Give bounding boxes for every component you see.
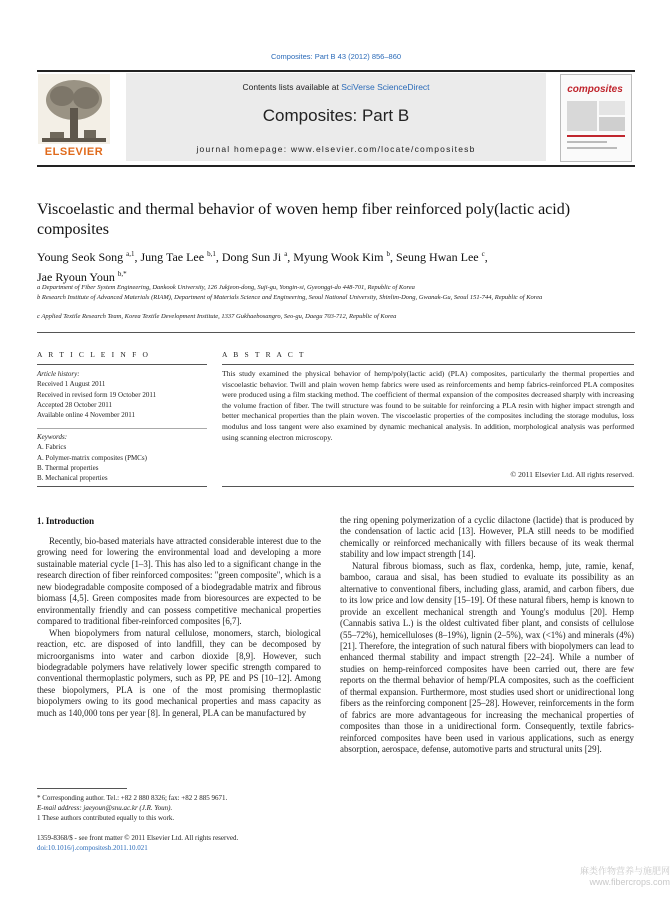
contents-line (126, 82, 546, 92)
abstract-copyright: © 2011 Elsevier Ltd. All rights reserved. (510, 470, 634, 479)
intro-paragraph: When biopolymers from natural cellulose, monomers, starch, biological reaction, etc. are disposed of into landfill, they can be decomposed by microorganisms into water and carbon dioxide [8,9]. However, such biodegradable polymers have relatively lower specific strength compared to conventional thermoplastic polymers, such as PP, PE and PS [10–12]. Among these biopolymers, PLA is one of the most promising thermoplastic biopolymers owing to its good mechanical properties and mass capacity as much as 140,000 tons per year [8]. In general, PLA can be manufactured by (37, 627, 321, 718)
sciencedirect-link[interactable]: SciVerse ScienceDirect (341, 82, 430, 92)
intro-paragraph: Natural fibrous biomass, such as flax, cordenka, hemp, jute, ramie, kenaf, bamboo, caraua and sisal, has been studied to evaluate its possibility as an alternative to conventional fibers, including glass, aramid, and carbon fibers, due to its low price and low density [15–19]. Of these natural fibers, hemp is known to provide an excellent mechanical strength and Young's modulus [20]. Hemp (Cannabis sativa L.) is the oldest cultivated fiber plant, and consists of cellulose (55–72%), hemicelluloses (8–19%), lignin (2–5%), wax (<1%) and minerals (4%) [21]. Therefore, the integration of such natural fibers with biopolymers can lead to enhanced thermal stability and impact strength [22–24]. While a number of studies on hemp-reinforced composites have been carried out, there are few reports on the thermal behavior of hemp/PLA composites, such as the coefficient of thermal expansion. Furthermore, most studies used short or unidirectional long fibers as the reinforcing component [25–28]. However, reinforcements in the form of fabrics are more advantageous for increasing the mechanical properties of composites than those in a unidirectional form. Consequently, textile fabrics-reinforced composites have been used in various applications, such as energy absorption, aerospace, defense, automotive parts and structural units [29]. (340, 560, 634, 755)
footnote-corresponding: * Corresponding author. Tel.: +82 2 880 8326; fax: +82 2 885 9671. (37, 794, 228, 802)
section-heading-introduction: 1. Introduction (37, 516, 95, 526)
issn-line: 1359-8368/$ - see front matter © 2011 Elsevier Ltd. All rights reserved. (37, 834, 239, 842)
keywords (37, 432, 207, 483)
affiliation-a: a Department of Fiber System Engineering, Dankook University, 126 Jukjeon-dong, Suji-gu, Yongin-si, Gyeonggi-do 448-701, Republic of Korea (37, 284, 415, 291)
intro-paragraph: Recently, bio-based materials have attracted considerable interest due to the growing need for lowering the environmental load and developing a more sustainable material cycle [1–3]. This has also led to a significant change in the research direction of fiber reinforced composites: "green composite", which is a new biodegradable composite composed of a biodegradable matrix and fibrous biomass [4,5]. Green composites made from bioresources are expected to be environmentally friendly and can possess competitive mechanical properties compared to traditional fiber-reinforced composites [6,7]. (37, 536, 321, 627)
keyword-item: B. Mechanical properties (37, 474, 108, 483)
publisher-name: ELSEVIER (44, 146, 104, 158)
authors-line-2[interactable]: Jae Ryoun Youn $^{b,*}$ (37, 270, 127, 284)
journal-homepage[interactable]: journal homepage: www.elsevier.com/locate/compositesb (196, 144, 476, 154)
journal-citation[interactable]: Composites: Part B 43 (2012) 856–860 (270, 52, 402, 61)
intro-right-column (340, 515, 634, 756)
intro-left-column (37, 536, 321, 719)
footnote-equal-contribution: 1 These authors contributed equally to this work. (37, 814, 175, 822)
keywords-label: Keywords: (37, 433, 68, 441)
abstract-text: This study examined the physical behavior of hemp/poly(lactic acid) (PLA) composites, particularly the thermal properties and viscoelastic behavior. Twill and plain woven hemp fabrics were used as reinforcements and hemp fabrics-reinforced PLA composites were produced using a film stacking method. The coefficient of thermal expansion of the composites decreased sharply with increasing the volume fraction of fiber. The twill structure was found to be suitable for reinforcing a PLA resin with higher impact strength and better mechanical properties than the plain woven. The viscoelastic properties of the composites including the storage modulus, loss modulus and loss tangent were also examined by dynamic mechanical analysis. In addition, morphological analysis was performed using scanning electron microscopy. (222, 369, 634, 442)
contents-prefix: Contents lists available at (242, 82, 342, 92)
keyword-item: B. Thermal properties (37, 463, 99, 472)
article-history (37, 369, 207, 420)
history-label: Article history: (37, 370, 80, 378)
authors-line-1[interactable]: Young Seok Song $^{a,1}$, Jung Tae Lee $^{b,1}$, Dong Sun Ji $^a$, Myung Wook Kim $^b$, Seung Hwan Lee $^c$, (37, 250, 488, 264)
history-received: Received 1 August 2011 (37, 380, 106, 389)
abstract-rule (222, 364, 634, 365)
affiliation-divider (37, 332, 635, 333)
watermark: 麻类作物营养与施肥网 www.fibercrops.com (579, 866, 670, 887)
history-accepted: Accepted 28 October 2011 (37, 400, 112, 409)
cover-title: composites (567, 84, 623, 95)
affiliation-c: c Applied Textile Research Team, Korea Textile Development Institute, 1337 Gukhaebosangro, Seo-gu, Daegu 703-712, Republic of Korea (37, 313, 397, 320)
footnote-email[interactable]: E-mail address: jaeyoun@snu.ac.kr (J.R. Youn). (37, 804, 173, 812)
article-info-heading: A R T I C L E I N F O (37, 350, 151, 359)
abstract-bottom-rule (222, 486, 634, 487)
paper-title: Viscoelastic and thermal behavior of woven hemp fiber reinforced poly(lactic acid) composites (37, 201, 571, 238)
intro-paragraph: the ring opening polymerization of a cyclic dilactone (lactide) that is produced by the condensation of lactic acid [13]. However, PLA still needs to be modified chemically or reinforced mechanically with fillers because of its weak thermal stability and low impact strength [14]. (340, 515, 634, 560)
keyword-item: A. Fabrics (37, 443, 67, 452)
doi-link[interactable]: doi:10.1016/j.compositesb.2011.10.021 (37, 844, 148, 852)
affiliation-b: b Research Institute of Advanced Materials (RIAM), Department of Materials Science and Engineering, Seoul National University, Shinlim-Dong, Gwanak-Gu, Seoul 151-744, Republic of Korea (37, 294, 543, 301)
keywords-rule (37, 428, 207, 429)
history-online: Available online 4 November 2011 (37, 411, 135, 420)
history-revised: Received in revised form 19 October 2011 (37, 390, 157, 399)
abstract-heading: A B S T R A C T (222, 350, 306, 359)
header-divider (37, 165, 635, 167)
footnote-rule (37, 788, 127, 789)
article-info-rule (37, 364, 207, 365)
keyword-item: A. Polymer-matrix composites (PMCs) (37, 453, 147, 462)
footnotes (37, 793, 321, 823)
journal-title: Composites: Part B (262, 106, 410, 125)
author-list (37, 246, 635, 286)
info-bottom-rule (37, 486, 207, 487)
